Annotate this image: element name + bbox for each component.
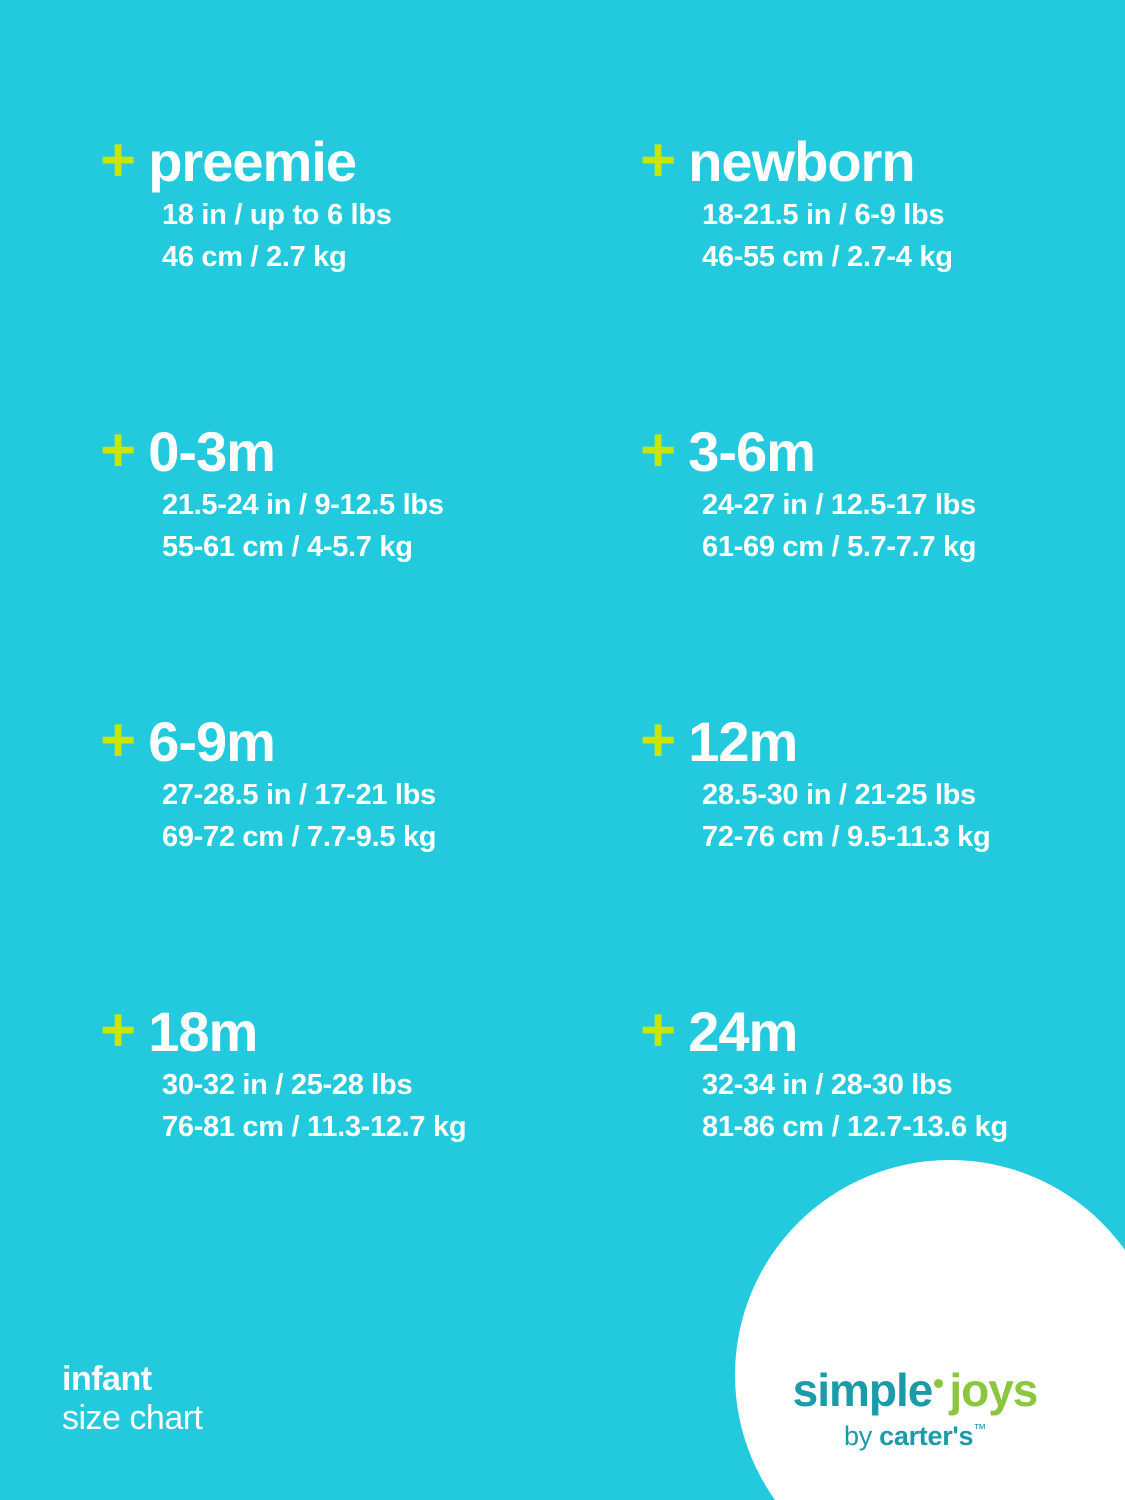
plus-icon: + (640, 416, 675, 485)
size-heading (640, 126, 1125, 195)
brand-logo (765, 1364, 1065, 1452)
size-imperial: 18 in / up to 6 lbs (162, 199, 392, 231)
size-heading (640, 416, 1125, 485)
logo-wordmark (765, 1364, 1065, 1416)
logo-dot-icon (934, 1379, 943, 1388)
plus-icon: + (100, 706, 135, 775)
plus-icon: + (100, 126, 135, 195)
plus-icon: + (100, 416, 135, 485)
size-entry-6-9m (100, 706, 640, 1000)
size-metric: 69-72 cm / 7.7-9.5 kg (162, 821, 437, 854)
plus-icon: + (640, 996, 675, 1065)
size-imperial: 32-34 in / 28-30 lbs (702, 1069, 953, 1101)
size-entry-18m (100, 996, 640, 1290)
size-grid (0, 126, 1125, 1290)
size-heading (100, 126, 640, 195)
size-imperial: 21.5-24 in / 9-12.5 lbs (162, 489, 444, 521)
size-heading (640, 706, 1125, 775)
size-label: 24m (688, 1000, 798, 1063)
size-entry-12m (640, 706, 1125, 1000)
size-entry-newborn (640, 126, 1125, 420)
logo-byline (765, 1421, 1065, 1452)
size-label: 6-9m (148, 710, 275, 773)
trademark-icon: ™ (973, 1421, 986, 1436)
logo-byline-prefix: by (844, 1421, 872, 1451)
plus-icon: + (100, 996, 135, 1065)
size-imperial: 18-21.5 in / 6-9 lbs (702, 199, 945, 231)
logo-word-joys: joys (949, 1364, 1038, 1416)
size-label: 12m (688, 710, 798, 773)
size-label: preemie (148, 130, 357, 193)
footer-caption (62, 1360, 203, 1438)
size-heading (100, 706, 640, 775)
size-label: newborn (688, 130, 915, 193)
size-metric: 61-69 cm / 5.7-7.7 kg (702, 531, 977, 564)
size-label: 18m (148, 1000, 258, 1063)
plus-icon: + (640, 126, 675, 195)
size-metric: 72-76 cm / 9.5-11.3 kg (702, 821, 991, 854)
size-metric: 55-61 cm / 4-5.7 kg (162, 531, 413, 564)
footer-subtitle: size chart (62, 1398, 203, 1437)
plus-icon: + (640, 706, 675, 775)
size-entry-3-6m (640, 416, 1125, 710)
size-imperial: 27-28.5 in / 17-21 lbs (162, 779, 436, 811)
size-metric: 46-55 cm / 2.7-4 kg (702, 241, 953, 274)
size-heading (640, 996, 1125, 1065)
size-entry-0-3m (100, 416, 640, 710)
size-entry-preemie (100, 126, 640, 420)
size-heading (100, 416, 640, 485)
logo-word-simple: simple (792, 1364, 933, 1416)
size-label: 3-6m (688, 420, 815, 483)
size-heading (100, 996, 640, 1065)
size-imperial: 30-32 in / 25-28 lbs (162, 1069, 413, 1101)
size-metric: 76-81 cm / 11.3-12.7 kg (162, 1111, 467, 1144)
size-metric: 81-86 cm / 12.7-13.6 kg (702, 1111, 1008, 1144)
footer-title: infant (62, 1359, 152, 1398)
size-label: 0-3m (148, 420, 275, 483)
size-metric: 46 cm / 2.7 kg (162, 241, 347, 274)
size-imperial: 28.5-30 in / 21-25 lbs (702, 779, 976, 811)
size-imperial: 24-27 in / 12.5-17 lbs (702, 489, 976, 521)
logo-byline-brand: carter's (879, 1421, 974, 1451)
